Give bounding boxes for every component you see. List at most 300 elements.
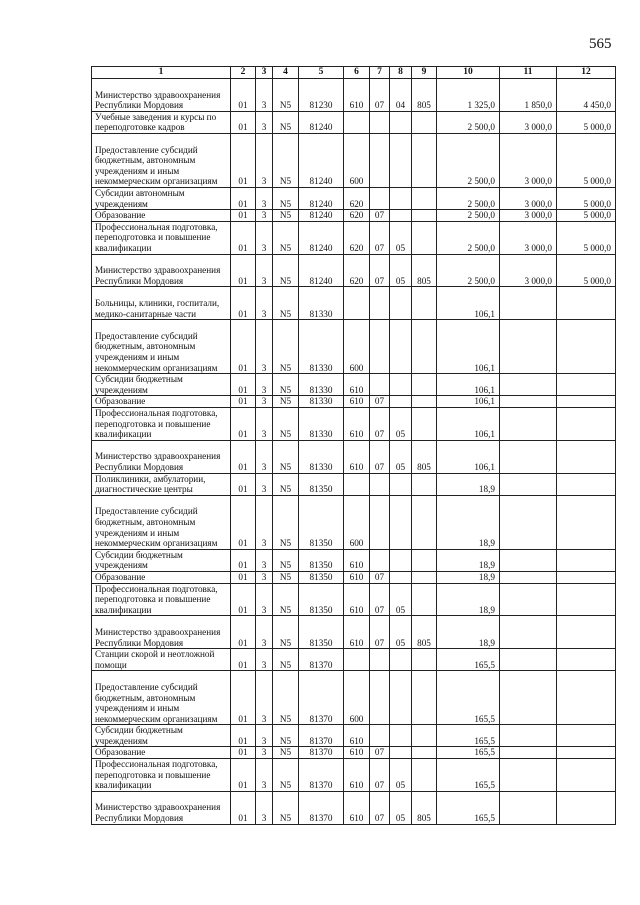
cell-c4: N5 (273, 725, 299, 747)
cell-c12 (557, 571, 616, 583)
cell-c11 (500, 407, 557, 440)
cell-c8 (390, 549, 412, 571)
cell-c11 (500, 320, 557, 374)
cell-c2: 01 (231, 571, 256, 583)
cell-c11 (500, 725, 557, 747)
cell-c6 (344, 287, 370, 320)
row-name: Предоставление субсидий бюджетным, автономным учреждениям и иным некоммерческим организациям (92, 495, 231, 549)
cell-c11 (500, 287, 557, 320)
cell-c11 (500, 671, 557, 725)
table-row (92, 725, 616, 747)
cell-c3: 3 (256, 549, 273, 571)
cell-c9 (412, 287, 437, 320)
cell-c10: 106,1 (437, 407, 500, 440)
cell-c2: 01 (231, 133, 256, 187)
table-row (92, 583, 616, 616)
table-row (92, 791, 616, 824)
row-name: Министерство здравоохранения Республики Мордовия (92, 616, 231, 649)
cell-c12: 5 000,0 (557, 133, 616, 187)
cell-c3: 3 (256, 111, 273, 133)
cell-c12: 4 450,0 (557, 79, 616, 112)
cell-c11: 3 000,0 (500, 133, 557, 187)
row-name: Профессиональная подготовка, переподготовка и повышение квалификации (92, 221, 231, 254)
cell-c12 (557, 747, 616, 759)
cell-c8: 05 (390, 616, 412, 649)
cell-c6: 620 (344, 187, 370, 209)
cell-c10: 18,9 (437, 549, 500, 571)
cell-c12 (557, 791, 616, 824)
column-header-7: 7 (370, 67, 390, 79)
cell-c11: 3 000,0 (500, 254, 557, 287)
cell-c3: 3 (256, 649, 273, 671)
cell-c5: 81330 (299, 396, 344, 408)
table-row (92, 649, 616, 671)
cell-c3: 3 (256, 187, 273, 209)
cell-c6: 610 (344, 747, 370, 759)
row-name: Субсидии автономным учреждениям (92, 187, 231, 209)
cell-c5: 81330 (299, 287, 344, 320)
cell-c5: 81370 (299, 747, 344, 759)
cell-c3: 3 (256, 79, 273, 112)
cell-c10: 2 500,0 (437, 210, 500, 222)
row-name: Поликлиники, амбулатории, диагностические центры (92, 473, 231, 495)
cell-c7 (370, 473, 390, 495)
cell-c12: 5 000,0 (557, 254, 616, 287)
cell-c3: 3 (256, 254, 273, 287)
cell-c11 (500, 495, 557, 549)
cell-c2: 01 (231, 221, 256, 254)
cell-c8: 05 (390, 440, 412, 473)
cell-c5: 81350 (299, 473, 344, 495)
cell-c11 (500, 571, 557, 583)
cell-c6: 610 (344, 374, 370, 396)
cell-c3: 3 (256, 495, 273, 549)
cell-c3: 3 (256, 320, 273, 374)
cell-c8: 05 (390, 791, 412, 824)
cell-c7 (370, 187, 390, 209)
cell-c10: 18,9 (437, 571, 500, 583)
cell-c9 (412, 111, 437, 133)
cell-c10: 106,1 (437, 287, 500, 320)
cell-c10: 106,1 (437, 396, 500, 408)
column-header-8: 8 (390, 67, 412, 79)
cell-c4: N5 (273, 747, 299, 759)
column-header-2: 2 (231, 67, 256, 79)
cell-c5: 81240 (299, 221, 344, 254)
cell-c3: 3 (256, 473, 273, 495)
cell-c12: 5 000,0 (557, 187, 616, 209)
cell-c12 (557, 374, 616, 396)
cell-c3: 3 (256, 616, 273, 649)
cell-c12 (557, 616, 616, 649)
cell-c4: N5 (273, 549, 299, 571)
cell-c3: 3 (256, 396, 273, 408)
column-header-10: 10 (437, 67, 500, 79)
cell-c7: 07 (370, 221, 390, 254)
cell-c6 (344, 649, 370, 671)
cell-c4: N5 (273, 407, 299, 440)
cell-c2: 01 (231, 407, 256, 440)
cell-c6: 620 (344, 210, 370, 222)
cell-c11 (500, 440, 557, 473)
cell-c6: 610 (344, 759, 370, 792)
cell-c3: 3 (256, 747, 273, 759)
cell-c8 (390, 649, 412, 671)
cell-c6: 610 (344, 440, 370, 473)
cell-c5: 81330 (299, 407, 344, 440)
cell-c4: N5 (273, 649, 299, 671)
cell-c2: 01 (231, 791, 256, 824)
cell-c2: 01 (231, 549, 256, 571)
table-row (92, 671, 616, 725)
cell-c6: 610 (344, 791, 370, 824)
cell-c8 (390, 374, 412, 396)
cell-c7 (370, 320, 390, 374)
cell-c10: 106,1 (437, 320, 500, 374)
cell-c7: 07 (370, 759, 390, 792)
cell-c2: 01 (231, 111, 256, 133)
table-row (92, 396, 616, 408)
cell-c2: 01 (231, 187, 256, 209)
cell-c5: 81350 (299, 616, 344, 649)
cell-c8 (390, 133, 412, 187)
cell-c4: N5 (273, 495, 299, 549)
cell-c6: 610 (344, 725, 370, 747)
cell-c12 (557, 549, 616, 571)
cell-c8 (390, 473, 412, 495)
table-row (92, 549, 616, 571)
cell-c7: 07 (370, 254, 390, 287)
cell-c4: N5 (273, 616, 299, 649)
cell-c4: N5 (273, 287, 299, 320)
cell-c12 (557, 287, 616, 320)
cell-c9 (412, 133, 437, 187)
column-header-11: 11 (500, 67, 557, 79)
cell-c4: N5 (273, 396, 299, 408)
cell-c10: 2 500,0 (437, 111, 500, 133)
cell-c2: 01 (231, 287, 256, 320)
cell-c11: 1 850,0 (500, 79, 557, 112)
cell-c9 (412, 473, 437, 495)
cell-c11 (500, 747, 557, 759)
cell-c7 (370, 133, 390, 187)
cell-c9: 805 (412, 440, 437, 473)
cell-c10: 165,5 (437, 759, 500, 792)
cell-c9 (412, 725, 437, 747)
cell-c11 (500, 649, 557, 671)
table-row (92, 254, 616, 287)
table-row (92, 111, 616, 133)
cell-c8 (390, 495, 412, 549)
cell-c4: N5 (273, 133, 299, 187)
cell-c8 (390, 210, 412, 222)
cell-c6: 610 (344, 571, 370, 583)
cell-c11 (500, 473, 557, 495)
cell-c12: 5 000,0 (557, 210, 616, 222)
cell-c11: 3 000,0 (500, 210, 557, 222)
cell-c3: 3 (256, 210, 273, 222)
cell-c3: 3 (256, 671, 273, 725)
cell-c4: N5 (273, 254, 299, 287)
row-name: Министерство здравоохранения Республики Мордовия (92, 791, 231, 824)
cell-c12 (557, 583, 616, 616)
cell-c11: 3 000,0 (500, 111, 557, 133)
cell-c2: 01 (231, 725, 256, 747)
cell-c5: 81370 (299, 725, 344, 747)
cell-c7 (370, 495, 390, 549)
cell-c10: 165,5 (437, 649, 500, 671)
row-name: Профессиональная подготовка, переподготовка и повышение квалификации (92, 583, 231, 616)
cell-c5: 81330 (299, 440, 344, 473)
budget-table (91, 66, 616, 825)
cell-c2: 01 (231, 649, 256, 671)
cell-c11 (500, 583, 557, 616)
cell-c4: N5 (273, 320, 299, 374)
cell-c7 (370, 549, 390, 571)
cell-c7: 07 (370, 791, 390, 824)
column-header-9: 9 (412, 67, 437, 79)
cell-c5: 81240 (299, 111, 344, 133)
cell-c7: 07 (370, 79, 390, 112)
row-name: Предоставление субсидий бюджетным, автономным учреждениям и иным некоммерческим организациям (92, 133, 231, 187)
cell-c9 (412, 671, 437, 725)
cell-c11 (500, 791, 557, 824)
cell-c11: 3 000,0 (500, 187, 557, 209)
table-row (92, 79, 616, 112)
cell-c3: 3 (256, 791, 273, 824)
cell-c9 (412, 374, 437, 396)
cell-c8: 05 (390, 221, 412, 254)
cell-c12 (557, 396, 616, 408)
cell-c8 (390, 287, 412, 320)
cell-c6: 600 (344, 671, 370, 725)
column-header-12: 12 (557, 67, 616, 79)
cell-c5: 81370 (299, 649, 344, 671)
cell-c7: 07 (370, 616, 390, 649)
cell-c9 (412, 210, 437, 222)
cell-c4: N5 (273, 583, 299, 616)
cell-c6 (344, 111, 370, 133)
row-name: Министерство здравоохранения Республики Мордовия (92, 79, 231, 112)
cell-c8 (390, 571, 412, 583)
column-header-5: 5 (299, 67, 344, 79)
cell-c6: 610 (344, 79, 370, 112)
cell-c3: 3 (256, 759, 273, 792)
row-name: Предоставление субсидий бюджетным, автономным учреждениям и иным некоммерческим организациям (92, 671, 231, 725)
cell-c12 (557, 671, 616, 725)
table-row (92, 747, 616, 759)
cell-c2: 01 (231, 254, 256, 287)
cell-c4: N5 (273, 187, 299, 209)
cell-c3: 3 (256, 407, 273, 440)
cell-c10: 18,9 (437, 495, 500, 549)
cell-c2: 01 (231, 374, 256, 396)
cell-c10: 2 500,0 (437, 133, 500, 187)
cell-c12 (557, 495, 616, 549)
row-name: Образование (92, 747, 231, 759)
table-row (92, 287, 616, 320)
table-row (92, 221, 616, 254)
cell-c10: 2 500,0 (437, 254, 500, 287)
cell-c7 (370, 725, 390, 747)
cell-c9 (412, 583, 437, 616)
row-name: Субсидии бюджетным учреждениям (92, 549, 231, 571)
cell-c6: 610 (344, 549, 370, 571)
row-name: Учебные заведения и курсы по переподготовке кадров (92, 111, 231, 133)
row-name: Образование (92, 396, 231, 408)
cell-c8 (390, 747, 412, 759)
cell-c8: 05 (390, 407, 412, 440)
cell-c3: 3 (256, 133, 273, 187)
cell-c12 (557, 440, 616, 473)
cell-c4: N5 (273, 759, 299, 792)
cell-c6: 610 (344, 616, 370, 649)
cell-c8 (390, 725, 412, 747)
row-name: Образование (92, 571, 231, 583)
cell-c11 (500, 759, 557, 792)
cell-c5: 81350 (299, 571, 344, 583)
table-row (92, 407, 616, 440)
cell-c2: 01 (231, 616, 256, 649)
cell-c3: 3 (256, 287, 273, 320)
cell-c4: N5 (273, 221, 299, 254)
cell-c11 (500, 616, 557, 649)
cell-c4: N5 (273, 791, 299, 824)
cell-c10: 1 325,0 (437, 79, 500, 112)
cell-c6: 600 (344, 320, 370, 374)
cell-c8 (390, 111, 412, 133)
cell-c9: 805 (412, 616, 437, 649)
cell-c9 (412, 549, 437, 571)
cell-c4: N5 (273, 571, 299, 583)
table-row (92, 495, 616, 549)
table-row (92, 440, 616, 473)
cell-c10: 106,1 (437, 374, 500, 396)
cell-c9: 805 (412, 254, 437, 287)
cell-c2: 01 (231, 396, 256, 408)
cell-c10: 2 500,0 (437, 221, 500, 254)
cell-c4: N5 (273, 440, 299, 473)
cell-c12 (557, 407, 616, 440)
cell-c10: 2 500,0 (437, 187, 500, 209)
cell-c12 (557, 759, 616, 792)
cell-c5: 81350 (299, 583, 344, 616)
cell-c9 (412, 759, 437, 792)
row-name: Профессиональная подготовка, переподготовка и повышение квалификации (92, 407, 231, 440)
table-row (92, 571, 616, 583)
column-header-4: 4 (273, 67, 299, 79)
cell-c4: N5 (273, 210, 299, 222)
cell-c5: 81240 (299, 210, 344, 222)
cell-c10: 106,1 (437, 440, 500, 473)
cell-c12 (557, 320, 616, 374)
cell-c6: 620 (344, 221, 370, 254)
cell-c7: 07 (370, 210, 390, 222)
cell-c5: 81370 (299, 791, 344, 824)
cell-c5: 81230 (299, 79, 344, 112)
cell-c7 (370, 111, 390, 133)
cell-c2: 01 (231, 759, 256, 792)
cell-c2: 01 (231, 583, 256, 616)
cell-c4: N5 (273, 671, 299, 725)
table-row (92, 133, 616, 187)
cell-c9 (412, 571, 437, 583)
table-row (92, 320, 616, 374)
cell-c11 (500, 396, 557, 408)
cell-c10: 165,5 (437, 747, 500, 759)
cell-c2: 01 (231, 671, 256, 725)
cell-c6: 600 (344, 133, 370, 187)
cell-c7 (370, 287, 390, 320)
cell-c9 (412, 407, 437, 440)
cell-c5: 81330 (299, 320, 344, 374)
cell-c5: 81240 (299, 254, 344, 287)
cell-c5: 81240 (299, 133, 344, 187)
cell-c12: 5 000,0 (557, 111, 616, 133)
cell-c9: 805 (412, 791, 437, 824)
cell-c5: 81370 (299, 671, 344, 725)
cell-c5: 81350 (299, 549, 344, 571)
row-name: Станции скорой и неотложной помощи (92, 649, 231, 671)
column-header-1: 1 (92, 67, 231, 79)
cell-c9 (412, 649, 437, 671)
cell-c3: 3 (256, 583, 273, 616)
row-name: Больницы, клиники, госпитали, медико-санитарные части (92, 287, 231, 320)
cell-c8 (390, 396, 412, 408)
cell-c12 (557, 473, 616, 495)
cell-c5: 81240 (299, 187, 344, 209)
cell-c5: 81330 (299, 374, 344, 396)
cell-c5: 81370 (299, 759, 344, 792)
column-header-3: 3 (256, 67, 273, 79)
row-name: Министерство здравоохранения Республики Мордовия (92, 440, 231, 473)
cell-c12 (557, 725, 616, 747)
cell-c11 (500, 374, 557, 396)
cell-c4: N5 (273, 374, 299, 396)
cell-c9 (412, 320, 437, 374)
cell-c9 (412, 187, 437, 209)
cell-c6 (344, 473, 370, 495)
cell-c3: 3 (256, 221, 273, 254)
cell-c8: 04 (390, 79, 412, 112)
cell-c7 (370, 671, 390, 725)
cell-c5: 81350 (299, 495, 344, 549)
cell-c11: 3 000,0 (500, 221, 557, 254)
cell-c2: 01 (231, 320, 256, 374)
row-name: Министерство здравоохранения Республики Мордовия (92, 254, 231, 287)
cell-c4: N5 (273, 473, 299, 495)
cell-c8: 05 (390, 583, 412, 616)
table-row (92, 187, 616, 209)
cell-c10: 18,9 (437, 473, 500, 495)
table-row (92, 616, 616, 649)
cell-c9 (412, 495, 437, 549)
cell-c7: 07 (370, 571, 390, 583)
cell-c10: 165,5 (437, 671, 500, 725)
cell-c10: 165,5 (437, 791, 500, 824)
row-name: Образование (92, 210, 231, 222)
cell-c3: 3 (256, 725, 273, 747)
cell-c8: 05 (390, 254, 412, 287)
cell-c12 (557, 649, 616, 671)
table-row (92, 473, 616, 495)
cell-c6: 610 (344, 407, 370, 440)
cell-c8 (390, 320, 412, 374)
cell-c8: 05 (390, 759, 412, 792)
cell-c2: 01 (231, 210, 256, 222)
row-name: Профессиональная подготовка, переподготовка и повышение квалификации (92, 759, 231, 792)
cell-c8 (390, 187, 412, 209)
